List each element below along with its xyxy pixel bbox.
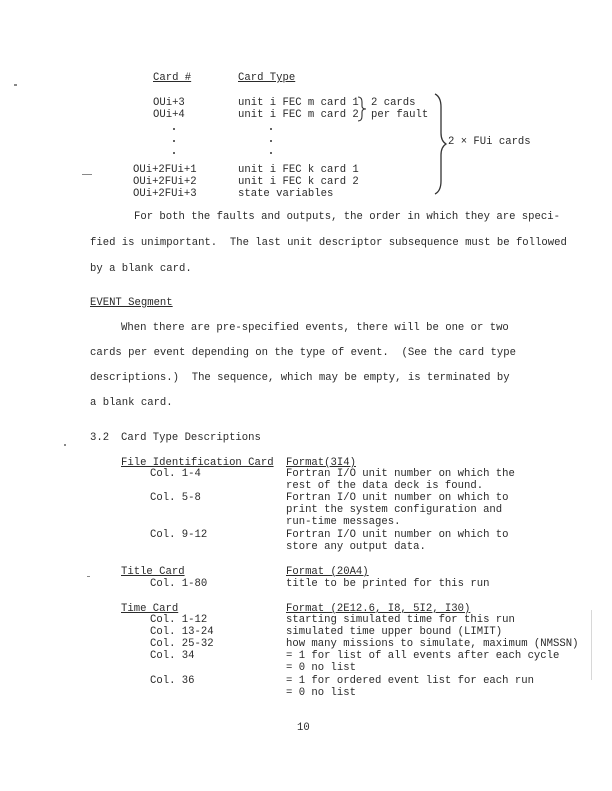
- ellipsis-dot: [270, 140, 272, 142]
- scan-mark: [14, 84, 17, 86]
- paragraph-line: cards per event depending on the type of event. (See the card type: [90, 347, 516, 359]
- paragraph-line: fied is unimportant. The last unit descriptor subsequence must be followed: [90, 237, 567, 249]
- header-card-number: Card #: [153, 72, 192, 84]
- paragraph-line: When there are pre-specified events, there will be one or two: [121, 322, 509, 334]
- card-type-cell: unit i FEC m card 2: [238, 109, 359, 121]
- card-number-cell: OUi+3: [153, 97, 185, 109]
- section-number: 3.2: [90, 432, 110, 444]
- field-description: Fortran I/O unit number on which the: [286, 468, 515, 480]
- field-description: run-time messages.: [286, 516, 401, 528]
- header-card-type: Card Type: [238, 72, 296, 84]
- paragraph-line: descriptions.) The sequence, which may be empty, is terminated by: [90, 372, 510, 384]
- card-number-cell: OUi+2FUi+1: [133, 164, 197, 176]
- title-card-title: Title Card: [121, 566, 185, 578]
- card-type-cell: state variables: [238, 188, 334, 200]
- brace-note-line1: 2 cards: [371, 97, 416, 109]
- ellipsis-dot: [173, 140, 175, 142]
- title-card-format: Format (20A4): [286, 566, 369, 578]
- field-description: starting simulated time for this run: [286, 614, 515, 626]
- ellipsis-dot: [173, 128, 175, 130]
- column-range: Col. 1-80: [150, 578, 208, 590]
- field-description: title to be printed for this run: [286, 578, 490, 590]
- paragraph-line: by a blank card.: [90, 263, 192, 275]
- time-card-title: Time Card: [121, 603, 179, 615]
- column-range: Col. 9-12: [150, 529, 208, 541]
- card-number-cell: OUi+2FUi+2: [133, 176, 197, 188]
- card-type-cell: unit i FEC k card 1: [238, 164, 359, 176]
- column-range: Col. 1-4: [150, 468, 201, 480]
- brace-large-note: 2 × FUi cards: [448, 136, 531, 148]
- large-brace: [432, 93, 448, 195]
- field-description: = 1 for list of all events after each cycle: [286, 650, 560, 662]
- field-description: Fortran I/O unit number on which to: [286, 492, 509, 504]
- column-range: Col. 1-12: [150, 614, 208, 626]
- field-description: how many missions to simulate, maximum (NMSSN): [286, 638, 579, 650]
- file-identification-card-title: File Identification Card: [121, 457, 274, 469]
- file-identification-card-format: Format(3I4): [286, 457, 356, 469]
- scan-mark: [82, 174, 92, 175]
- ellipsis-dot: [270, 152, 272, 154]
- paragraph-line: For both the faults and outputs, the order in which they are speci-: [134, 211, 560, 223]
- time-card-format: Format (2E12.6, I8, 5I2, I30): [286, 603, 471, 615]
- column-range: Col. 25-32: [150, 638, 214, 650]
- scan-mark: [64, 444, 66, 446]
- small-brace: [356, 96, 368, 122]
- field-description: store any output data.: [286, 541, 426, 553]
- card-type-cell: unit i FEC m card 1: [238, 97, 359, 109]
- column-range: Col. 5-8: [150, 492, 201, 504]
- scan-mark: [87, 576, 90, 577]
- field-description: = 0 no list: [286, 687, 356, 699]
- ellipsis-dot: [270, 128, 272, 130]
- event-segment-heading: EVENT Segment: [90, 297, 173, 309]
- field-description: Fortran I/O unit number on which to: [286, 529, 509, 541]
- card-type-cell: unit i FEC k card 2: [238, 176, 359, 188]
- section-title: Card Type Descriptions: [121, 432, 261, 444]
- brace-note-line2: per fault: [371, 109, 429, 121]
- column-range: Col. 13-24: [150, 626, 214, 638]
- field-description: = 0 no list: [286, 662, 356, 674]
- field-description: simulated time upper bound (LIMIT): [286, 626, 503, 638]
- ellipsis-dot: [173, 152, 175, 154]
- field-description: = 1 for ordered event list for each run: [286, 675, 534, 687]
- paragraph-line: a blank card.: [90, 397, 173, 409]
- column-range: Col. 36: [150, 675, 195, 687]
- column-range: Col. 34: [150, 650, 195, 662]
- card-number-cell: OUi+2FUi+3: [133, 188, 197, 200]
- page-number: 10: [297, 722, 310, 734]
- scan-mark: [591, 610, 592, 680]
- field-description: rest of the data deck is found.: [286, 480, 484, 492]
- card-number-cell: OUi+4: [153, 109, 185, 121]
- field-description: print the system configuration and: [286, 504, 503, 516]
